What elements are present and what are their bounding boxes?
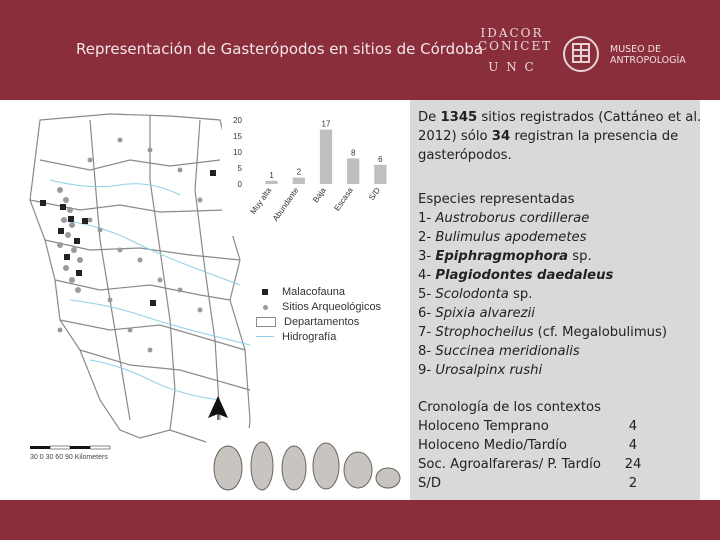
species-item	[418, 228, 703, 247]
archaeological-sites	[57, 138, 203, 353]
species-item	[418, 342, 703, 361]
chronology-row	[418, 474, 703, 493]
malacofauna-sites	[40, 170, 216, 306]
chronology-row	[418, 417, 703, 436]
site-dot-icon	[256, 301, 274, 313]
chronology-row	[418, 436, 703, 455]
species-list	[418, 190, 703, 380]
chronology-label: Soc. Agroalfareras/ P. Tardío	[418, 457, 601, 472]
legend-item	[256, 314, 381, 329]
north-arrow-icon	[208, 396, 228, 420]
gastropod-photos	[206, 428, 404, 500]
chronology-table	[418, 398, 703, 493]
map-legend	[256, 284, 381, 344]
shell-image	[214, 442, 400, 490]
intro-text: sitios registrados (Cattáneo et al. 2012) sólo	[418, 110, 702, 144]
species-name: Strophocheilus	[435, 325, 534, 340]
bar-value-label: 6	[378, 154, 383, 164]
bar-value-label: 17	[321, 119, 331, 129]
species-number: 6-	[418, 306, 436, 321]
chronology-label: S/D	[418, 476, 441, 491]
species-item	[418, 304, 703, 323]
y-tick-label: 10	[233, 148, 242, 157]
y-tick-label: 5	[237, 164, 242, 173]
scale-label: 30 0 30 60 90 Kilometers	[30, 454, 108, 461]
species-item	[418, 266, 703, 285]
species-name: Urosalpinx rushi	[435, 363, 543, 378]
species-number: 5-	[418, 287, 436, 302]
legend-item	[256, 299, 381, 314]
species-suffix: (cf. Megalobulimus)	[533, 325, 668, 340]
species-number: 7-	[418, 325, 436, 340]
logo-line: CONICET	[478, 39, 553, 53]
malacofauna-square-icon	[256, 286, 274, 298]
museum-line: MUSEO DE	[610, 44, 661, 55]
species-number: 4-	[418, 268, 436, 283]
page-title: Representación de Gasterópodos en sitios de Córdoba	[76, 40, 484, 58]
legend-label: Sitios Arqueológicos	[282, 300, 382, 313]
museum-line: ANTROPOLOGÍA	[610, 55, 686, 66]
bar	[265, 181, 277, 184]
chronology-value: 24	[624, 457, 642, 472]
species-name: Bulimulus apodemetes	[435, 230, 587, 245]
category-label: Escasa	[332, 185, 355, 213]
bar	[320, 130, 332, 184]
legend-item	[256, 329, 381, 344]
chronology-value: 2	[628, 476, 638, 491]
species-heading: Especies representadas	[418, 192, 575, 207]
museum-emblem-icon	[560, 30, 602, 78]
idacor-logo	[478, 26, 553, 85]
chronology-row	[418, 455, 703, 474]
intro-text: De	[418, 110, 441, 125]
logo-line: IDACOR	[480, 26, 544, 40]
logo-line: U N C	[488, 60, 536, 74]
species-number: 9-	[418, 363, 436, 378]
total-sites: 1345	[440, 110, 478, 125]
bar-value-label: 8	[350, 148, 356, 158]
intro-text: registran la presencia de gasterópodos.	[418, 129, 679, 163]
y-tick-label: 0	[237, 180, 242, 189]
legend-label: Hidrografía	[282, 330, 337, 343]
species-name: Austroborus cordillerae	[435, 211, 590, 226]
species-number: 1-	[418, 211, 436, 226]
chronology-value: 4	[628, 419, 638, 434]
chronology-heading: Cronología de los contextos	[418, 400, 601, 415]
bar	[374, 165, 386, 184]
species-suffix: sp.	[508, 287, 533, 302]
y-tick-label: 20	[233, 116, 242, 125]
species-item	[418, 285, 703, 304]
species-suffix: sp.	[568, 249, 592, 264]
species-name: Spixia alvarezii	[435, 306, 535, 321]
species-name: Plagiodontes daedaleus	[435, 268, 614, 283]
species-item	[418, 323, 703, 342]
species-item	[418, 247, 703, 266]
species-name: Scolodonta	[435, 287, 509, 302]
gastropod-sites: 34	[491, 129, 511, 144]
abundance-chart	[222, 104, 402, 236]
chronology-value: 4	[628, 438, 638, 453]
category-label: Abundante	[270, 185, 301, 223]
bar	[347, 158, 359, 184]
bar-value-label: 2	[296, 167, 302, 177]
species-item	[418, 209, 703, 228]
intro-paragraph	[418, 108, 703, 165]
y-tick-label: 15	[233, 132, 242, 141]
museum-name	[610, 44, 686, 66]
footer-bar	[0, 500, 720, 540]
chronology-label: Holoceno Temprano	[418, 419, 549, 434]
species-item	[418, 361, 703, 380]
species-name: Succinea meridionalis	[435, 344, 580, 359]
hydrography-line-icon	[256, 336, 274, 337]
category-label: Muy alta	[248, 185, 274, 216]
legend-label: Malacofauna	[282, 285, 345, 298]
species-number: 2-	[418, 230, 436, 245]
chronology-label: Holoceno Medio/Tardío	[418, 438, 567, 453]
scale-bar	[30, 446, 110, 449]
category-label: S/D	[367, 185, 383, 203]
legend-item	[256, 284, 381, 299]
department-swatch-icon	[256, 317, 276, 327]
bar	[293, 178, 305, 184]
species-name: Epiphragmophora	[435, 249, 569, 264]
species-number: 8-	[418, 344, 436, 359]
species-number: 3-	[418, 249, 436, 264]
legend-label: Departamentos	[284, 315, 360, 328]
bar-value-label: 1	[269, 170, 274, 180]
category-label: Baja	[311, 185, 328, 205]
